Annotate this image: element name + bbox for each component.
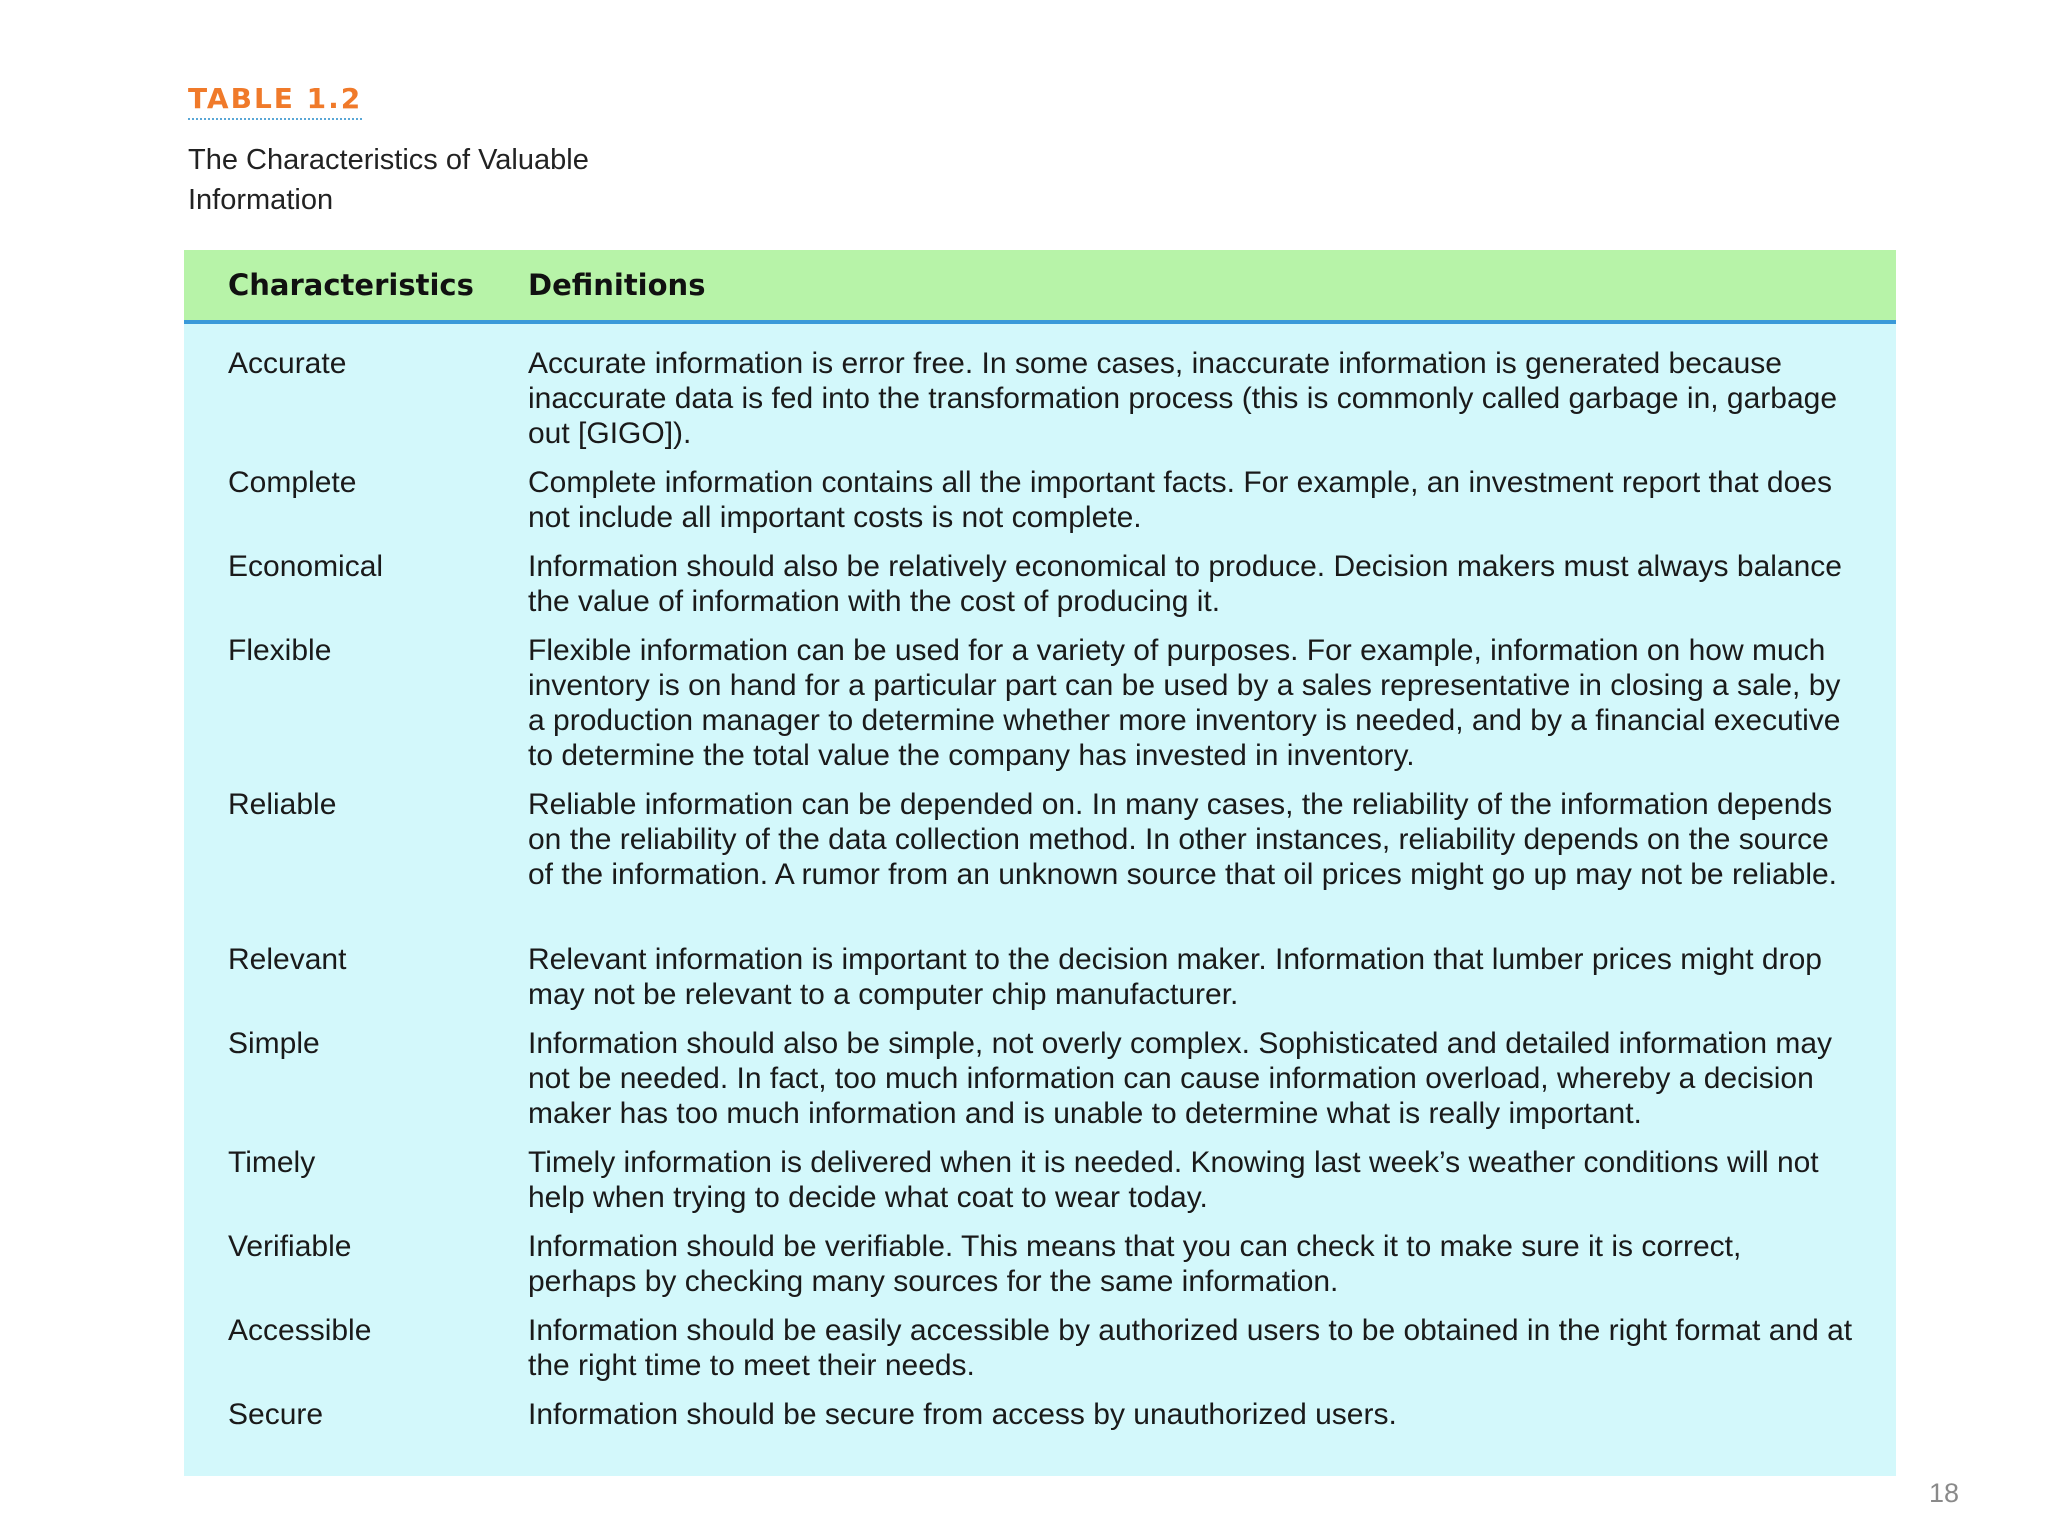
table-label: TABLE 1.2: [188, 82, 362, 120]
row-definition: Flexible information can be used for a variety of purposes. For example, information on how much inventory is on hand for a particular part can be used by a sales representative in closing a sale, by a production manager to determine whether more inventory is needed, and by a financial executive to determine the total value the company has invested in inventory.: [528, 634, 1841, 772]
row-definition: Reliable information can be depended on. In many cases, the reliability of the information depends on the reliability of the data collection method. In other instances, reliability depends on the source of the information. A rumor from an unknown source that oil prices might go up may not be reliable.: [528, 788, 1838, 891]
characteristics-table: [184, 250, 1896, 1476]
row-definition: Timely information is delivered when it is needed. Knowing last week’s weather conditions will not help when trying to decide what coat to wear today.: [528, 1146, 1819, 1214]
header-characteristics: Characteristics: [228, 268, 474, 302]
header-definitions: Definitions: [528, 268, 706, 302]
row-term: Relevant: [228, 943, 347, 976]
table-caption: The Characteristics of Valuable Information: [188, 144, 589, 216]
table-header: [184, 250, 1896, 324]
row-term: Secure: [228, 1398, 324, 1431]
row-term: Accessible: [228, 1314, 372, 1347]
row-term: Economical: [228, 550, 384, 583]
row-term: Timely: [228, 1146, 316, 1179]
row-term: Simple: [228, 1027, 320, 1060]
row-term: Reliable: [228, 788, 337, 821]
row-definition: Relevant information is important to the decision maker. Information that lumber prices might drop may not be relevant to a computer chip manufacturer.: [528, 943, 1822, 1011]
row-definition: Information should also be relatively economical to produce. Decision makers must always balance the value of information with the cost of producing it.: [528, 550, 1842, 618]
row-definition: Complete information contains all the important facts. For example, an investment report that does not include all important costs is not complete.: [528, 466, 1832, 534]
row-definition: Accurate information is error free. In some cases, inaccurate information is generated because inaccurate data is fed into the transformation process (this is commonly called garbage in, garbage out [GIGO]).: [528, 347, 1838, 450]
row-definition: Information should be secure from access by unauthorized users.: [528, 1398, 1397, 1431]
row-definition: Information should be verifiable. This means that you can check it to make sure it is correct, perhaps by checking many sources for the same information.: [528, 1230, 1742, 1298]
page-number: 18: [1928, 1478, 1959, 1508]
row-term: Verifiable: [228, 1230, 352, 1263]
row-definition: Information should be easily accessible by authorized users to be obtained in the right format and at the right time to meet their needs.: [528, 1314, 1853, 1382]
row-term: Flexible: [228, 634, 332, 667]
row-term: Complete: [228, 466, 357, 499]
row-term: Accurate: [228, 347, 347, 380]
row-definition: Information should also be simple, not overly complex. Sophisticated and detailed information may not be needed. In fact, too much information can cause information overload, whereby a decision maker has too much information and is unable to determine what is really important.: [528, 1027, 1833, 1130]
